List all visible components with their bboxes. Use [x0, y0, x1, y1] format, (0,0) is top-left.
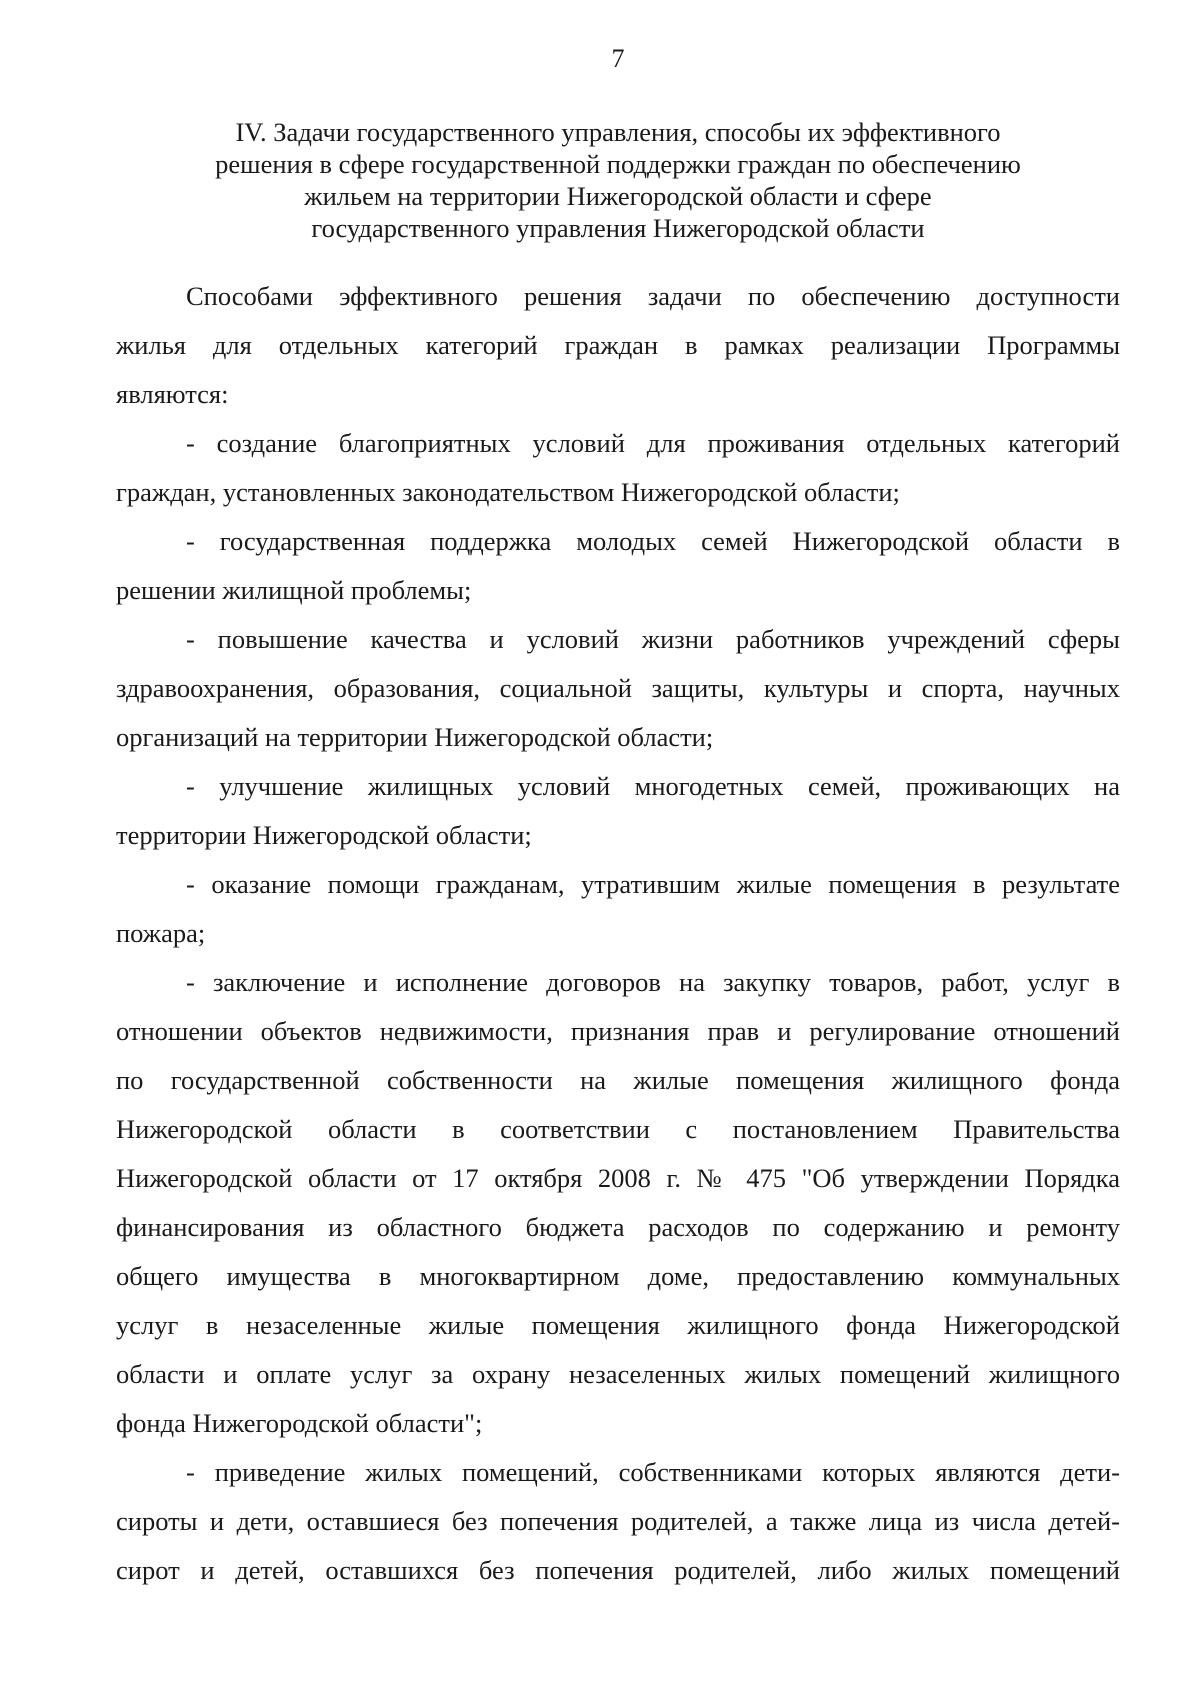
- paragraph-line: решении жилищной проблемы;: [116, 575, 472, 605]
- paragraph-line: Нижегородской области от 17 октября 2008 г. № 475 "Об утверждении Порядка: [116, 1163, 1120, 1193]
- paragraph-line: Способами эффективного решения задачи по обеспечению доступности: [186, 281, 1120, 311]
- paragraph-line: услуг в незаселенные жилые помещения жилищного фонда Нижегородской: [116, 1310, 1120, 1340]
- paragraph-line: финансирования из областного бюджета расходов по содержанию и ремонту: [116, 1212, 1120, 1242]
- paragraph-line: здравоохранения, образования, социальной защиты, культуры и спорта, научных: [116, 673, 1120, 703]
- paragraph-line: граждан, установленных законодательством Нижегородской области;: [116, 477, 900, 507]
- heading-line: решения в сфере государственной поддержки граждан по обеспечению: [215, 149, 1021, 179]
- paragraph: [116, 762, 1120, 860]
- paragraph: [116, 1448, 1120, 1595]
- paragraph: [116, 615, 1120, 762]
- paragraph-line: - заключение и исполнение договоров на закупку товаров, работ, услуг в: [186, 967, 1120, 997]
- paragraph: [116, 958, 1120, 1448]
- paragraph-line: - приведение жилых помещений, собственниками которых являются дети-: [186, 1457, 1120, 1487]
- paragraph-line: пожара;: [116, 918, 206, 948]
- paragraph-line: жилья для отдельных категорий граждан в рамках реализации Программы: [116, 330, 1120, 360]
- document-body: [116, 272, 1120, 1595]
- paragraph-line: - улучшение жилищных условий многодетных семей, проживающих на: [186, 771, 1120, 801]
- paragraph-line: - оказание помощи гражданам, утратившим жилые помещения в результате: [186, 869, 1120, 899]
- heading-line: IV. Задачи государственного управления, способы их эффективного: [235, 117, 1001, 147]
- paragraph: [116, 517, 1120, 615]
- paragraph-line: сирот и детей, оставшихся без попечения родителей, либо жилых помещений: [116, 1555, 1120, 1585]
- paragraph-line: области и оплате услуг за охрану незаселенных жилых помещений жилищного: [116, 1359, 1120, 1389]
- paragraph: [116, 860, 1120, 958]
- paragraph-line: территории Нижегородской области;: [116, 820, 532, 850]
- paragraph-line: общего имущества в многоквартирном доме, предоставлению коммунальных: [116, 1261, 1120, 1291]
- paragraph-line: - государственная поддержка молодых семей Нижегородской области в: [186, 526, 1120, 556]
- paragraph-line: фонда Нижегородской области";: [116, 1408, 483, 1438]
- paragraph-line: сироты и дети, оставшиеся без попечения родителей, а также лица из числа детей-: [116, 1506, 1120, 1536]
- paragraph-line: организаций на территории Нижегородской области;: [116, 722, 714, 752]
- heading-line: жильем на территории Нижегородской области и сфере: [304, 181, 932, 211]
- paragraph-line: - повышение качества и условий жизни работников учреждений сферы: [186, 624, 1120, 654]
- paragraph: [116, 419, 1120, 517]
- page-number: 7: [611, 44, 625, 73]
- paragraph-line: являются:: [116, 379, 229, 409]
- paragraph-line: отношении объектов недвижимости, признания прав и регулирование отношений: [116, 1016, 1120, 1046]
- section-heading: [116, 116, 1120, 244]
- paragraph-line: Нижегородской области в соответствии с постановлением Правительства: [116, 1114, 1120, 1144]
- paragraph-line: по государственной собственности на жилые помещения жилищного фонда: [116, 1065, 1120, 1095]
- paragraph-line: - создание благоприятных условий для проживания отдельных категорий: [186, 428, 1120, 458]
- paragraph: [116, 272, 1120, 419]
- heading-line: государственного управления Нижегородской области: [311, 213, 925, 243]
